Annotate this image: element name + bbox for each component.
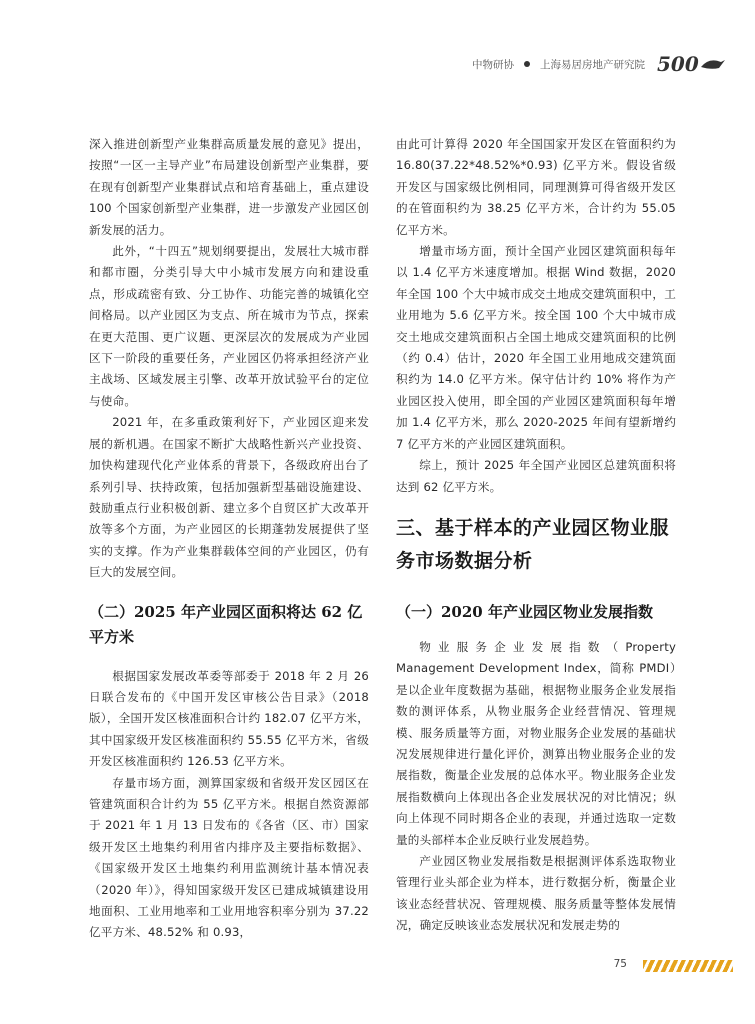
left-paragraph-3: 2021 年，在多重政策利好下，产业园区迎来发展的新机遇。在国家不断扩大战略性新兴产业投资、加快构建现代化产业体系的背景下，各级政府出台了系列引导、扶持政策，包括加强新型基础设施建设、鼓励重点行业积极创新、建立多个自贸区扩大改革开放等多个方面，为产业园区的长期蓬勃发展提供了坚实的支撑。作为产业集群载体空间的产业园区，仍有巨大的发展空间。 [89, 415, 369, 580]
header-institute: 上海易居房地产研究院 [540, 58, 645, 71]
right-column [396, 134, 676, 937]
page-footer [0, 958, 755, 978]
chapter-heading-3: 三、基于样本的产业园区物业服务市场数据分析 [396, 516, 670, 572]
left-paragraph-1: 深入推进创新型产业集群高质量发展的意见》提出，按照“一区一主导产业”布局建设创新型产业集群，要在现有创新型产业集群试点和培育基础上，重点建设 100 个国家创新型产业集群，进一步激发产业园区创新发展的活力。 [89, 137, 369, 237]
header-org: 中物研协 [472, 58, 514, 71]
right-paragraph-3: 综上，预计 2025 年全国产业园区总建筑面积将达到 62 亿平方米。 [396, 458, 676, 494]
logo-text: 500 [657, 53, 699, 75]
separator-dot-icon [524, 61, 530, 67]
decorative-stripes-icon [643, 960, 733, 972]
right-paragraph-1: 由此可计算得 2020 年全国国家开发区在管面积约为 16.80(37.22*48.52%*0.93) 亿平方米。假设省级开发区与国家级比例相同，同理测算可得省级开发区的在管面积约为 38.25 亿平方米，合计约为 55.05 亿平方米。 [396, 137, 676, 237]
page-header [472, 52, 727, 76]
left-paragraph-5: 存量市场方面，测算国家级和省级开发区园区在管建筑面积合计约为 55 亿平方米。根据自然资源部于 2021 年 1 月 13 日发布的《各省（区、市）国家级开发区土地集约利用省内排序及主要指标数据》、《国家级开发区土地集约利用监测统计基本情况表（2020 年）》，得知国家级开发区已建成城镇建设用地面积、工业用地率和工业用地容积率分别为 37.22 亿平方米、48.52% 和 0.93， [89, 775, 369, 940]
section-heading-2025-area: （二）2025 年产业园区面积将达 62 亿平方米 [89, 602, 363, 646]
section-heading-2020-index: （一）2020 年产业园区物业发展指数 [396, 602, 653, 621]
right-paragraph-5: 产业园区物业发展指数是根据测评体系选取物业管理行业头部企业为样本，进行数据分析，衡量企业该业态经营状况、管理规模、服务质量等整体发展情况，确定反映该业态发展状况和发展走势的 [396, 853, 676, 933]
left-paragraph-4: 根据国家发展改革委等部委于 2018 年 2 月 26 日联合发布的《中国开发区审核公告目录》（2018 版），全国开发区核准面积合计约 182.07 亿平方米，其中国家级开发区核准面积约 55.55 亿平方米，省级开发区核准面积约 126.53 亿平方米。 [89, 668, 369, 769]
anniversary-logo-icon [655, 53, 727, 75]
left-paragraph-2: 此外，“十四五”规划纲要提出，发展壮大城市群和都市圈，分类引导大中小城市发展方向和建设重点，形成疏密有致、分工协作、功能完善的城镇化空间格局。以产业园区为支点、所在城市为节点，探索在更大范围、更广议题、更深层次的发展成为产业园区下一阶段的重要任务，产业园区仍将承担经济产业主战场、区域发展主引擎、改革开放试验平台的定位与使命。 [89, 244, 369, 408]
page-number: 75 [613, 958, 627, 970]
left-column [89, 134, 369, 944]
right-paragraph-4: 物业服务企业发展指数（Property Management Development Index，简称 PMDI）是以企业年度数据为基础，根据物业服务企业发展指数的测评体系，从物业服务企业经营情况、管理规模、服务质量等方面，对物业服务企业发展的基础状况发展规律进行量化评价，测算出物业服务企业的发展指数，衡量企业发展的总体水平。物业服务企业发展指数横向上体现出各企业发展状况的对比情况；纵向上体现不同时期各企业的表现，并通过选取一定数量的头部样本企业反映行业发展趋势。 [396, 639, 676, 847]
right-paragraph-2: 增量市场方面，预计全国产业园区建筑面积每年以 1.4 亿平方米速度增加。根据 Wind 数据，2020 年全国 100 个大中城市成交土地成交建筑面积中，工业用地为 5.6 亿平方米。按全国 100 个大中城市成交土地成交建筑面积占全国土地成交建筑面积的比例（约 0.4）估计，2020 年全国工业用地成交建筑面积约为 14.0 亿平方米。保守估计约 10% 将作为产业园区投入使用，即全国的产业园区建筑面积每年增加 1.4 亿平方米，那么 2020-2025 年间有望新增约 7 亿平方米的产业园区建筑面积。 [396, 244, 676, 451]
